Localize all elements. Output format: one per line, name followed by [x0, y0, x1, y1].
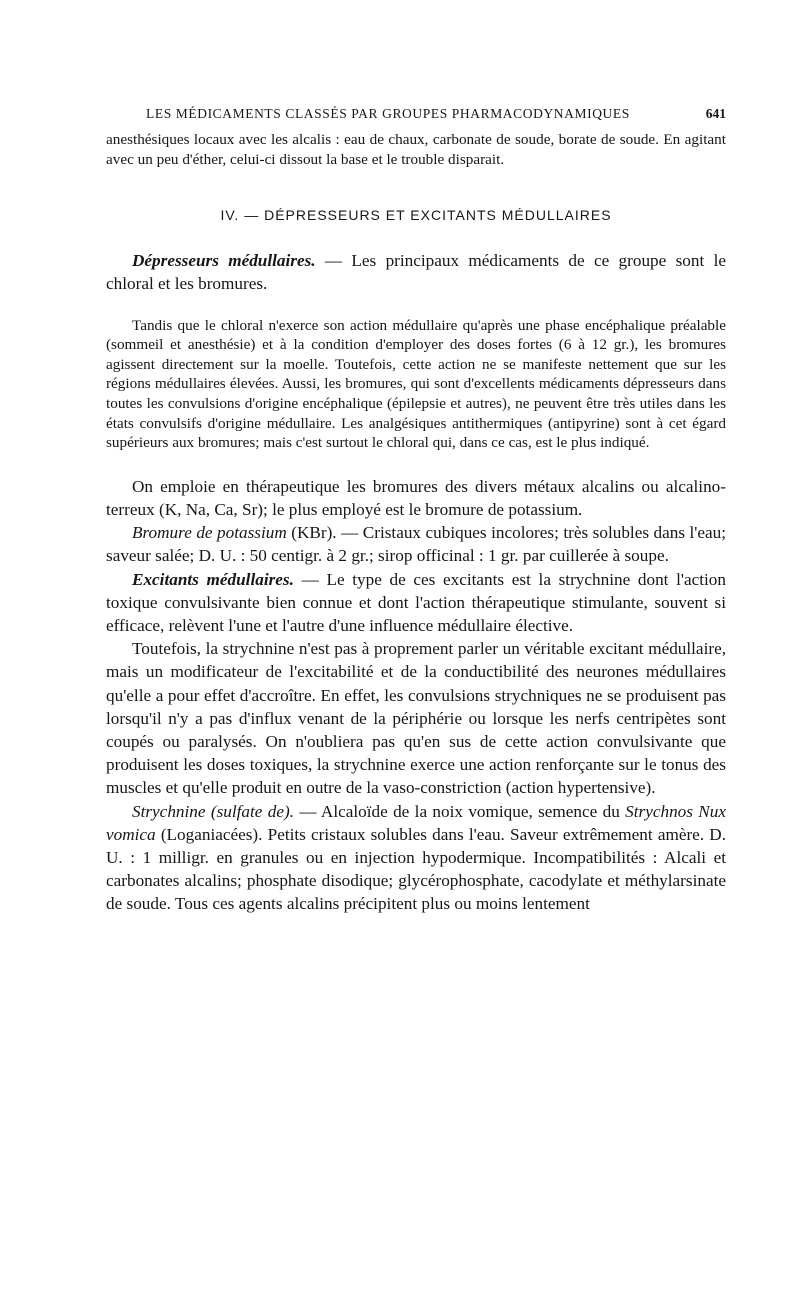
paragraph-strychnine-sulfate: [106, 800, 726, 916]
paragraph-strychnine-text-a: — Alcaloïde de la noix vomique, semence du: [294, 801, 626, 821]
page-number: 641: [705, 106, 726, 121]
paragraph-depresseurs-text: — Les principaux médicaments de ce groupe sont le chloral et les bromures.: [106, 251, 726, 294]
paragraph-chloral: Tandis que le chloral n'exerce son action médullaire qu'après une phase encéphalique préalable (sommeil et anesthésie) et à la condition d'employer des doses fortes (6 à 12 gr.), les bromures agissent directement sur la moelle. Toutefois, cette action ne se manifeste nettement que sur les régions médullaires élevées. Aussi, les bromures, qui sont d'excellents médicaments dépresseurs dans toutes les convulsions d'origine encéphalique (épilepsie et autres), ne peuvent être très utiles dans les états convulsifs d'origine médullaire. Les analgésiques antithermiques (antipyrine) sont à cet égard supérieurs aux bromures; mais c'est surtout le chloral qui, dans ce cas, est le plus indiqué.: [106, 316, 726, 452]
section-title: IV. — DÉPRESSEURS ET EXCITANTS MÉDULLAIRES: [220, 207, 612, 224]
species-name: Strychnos Nux vomica: [106, 801, 726, 844]
run-in-heading-strychnine: Strychnine (sulfate de).: [132, 801, 294, 821]
paragraph-strychnine-text-b: (Loganiacées). Petits cristaux solubles dans l'eau. Saveur extrêmement amère. D. U. : 1 milligr. en granules ou en injection hypodermique. Incompatibilités : Alcali et carbonates alcalins; phosphate disodique; glycérophosphate, cacodylate et méthylarsinate de soude. Tous ces agents alcalins précipitent plus ou moins lentement: [106, 824, 726, 914]
paragraph-depresseurs: [106, 249, 726, 295]
paragraph-excitants: [106, 568, 726, 638]
paragraph-continued: anesthésiques locaux avec les alcalis : eau de chaux, carbonate de soude, borate de soude. En agitant avec un peu d'éther, celui-ci dissout la base et le trouble disparait.: [106, 131, 726, 168]
running-title: LES MÉDICAMENTS CLASSÉS PAR GROUPES PHARMACODYNAMIQUES: [146, 106, 630, 121]
paragraph-bromures: On emploie en thérapeutique les bromures des divers métaux alcalins ou alcalino-terreux (K, Na, Ca, Sr); le plus employé est le bromure de potassium.: [106, 476, 726, 519]
running-head: [146, 106, 726, 130]
paragraph-bromure-text: (KBr). — Cristaux cubiques incolores; très solubles dans l'eau; saveur salée; D. U. : 50 centigr. à 2 gr.; sirop officinal : 1 gr. par cuillerée à soupe.: [106, 523, 727, 566]
paragraph-strychnine-action: Toutefois, la strychnine n'est pas à proprement parler un véritable excitant médullaire, mais un modificateur de l'excitabilité et de la conductibilité des neurones médullaires qu'elle a pour effet d'accroître. En effet, les convulsions strychniques ne se produisent pas lorsqu'il n'y a pas d'influx venant de la périphérie ou lorsque les nerfs centripètes sont coupés ou paralysés. On n'oubliera pas qu'en sus de cette action convulsivante que produisent les doses toxiques, la strychnine exerce une action renforçante sur le tonus des muscles et qu'elle produit en outre de la vaso-constriction (action hypertensive).: [106, 639, 726, 798]
run-in-heading-excitants: Excitants médullaires.: [132, 569, 294, 589]
paragraph-bromure-potassium: [106, 521, 726, 567]
page-content: [106, 106, 726, 916]
run-in-heading-bromure: Bromure de potassium: [132, 523, 287, 543]
run-in-heading-depresseurs: Dépresseurs médullaires.: [132, 251, 316, 271]
paragraph-excitants-text: — Le type de ces excitants est la strychnine dont l'action toxique convulsivante bien connue et dont l'action thérapeutique stimulante, souvent si efficace, relèvent l'une et l'autre d'une influence médullaire élective.: [106, 569, 726, 635]
